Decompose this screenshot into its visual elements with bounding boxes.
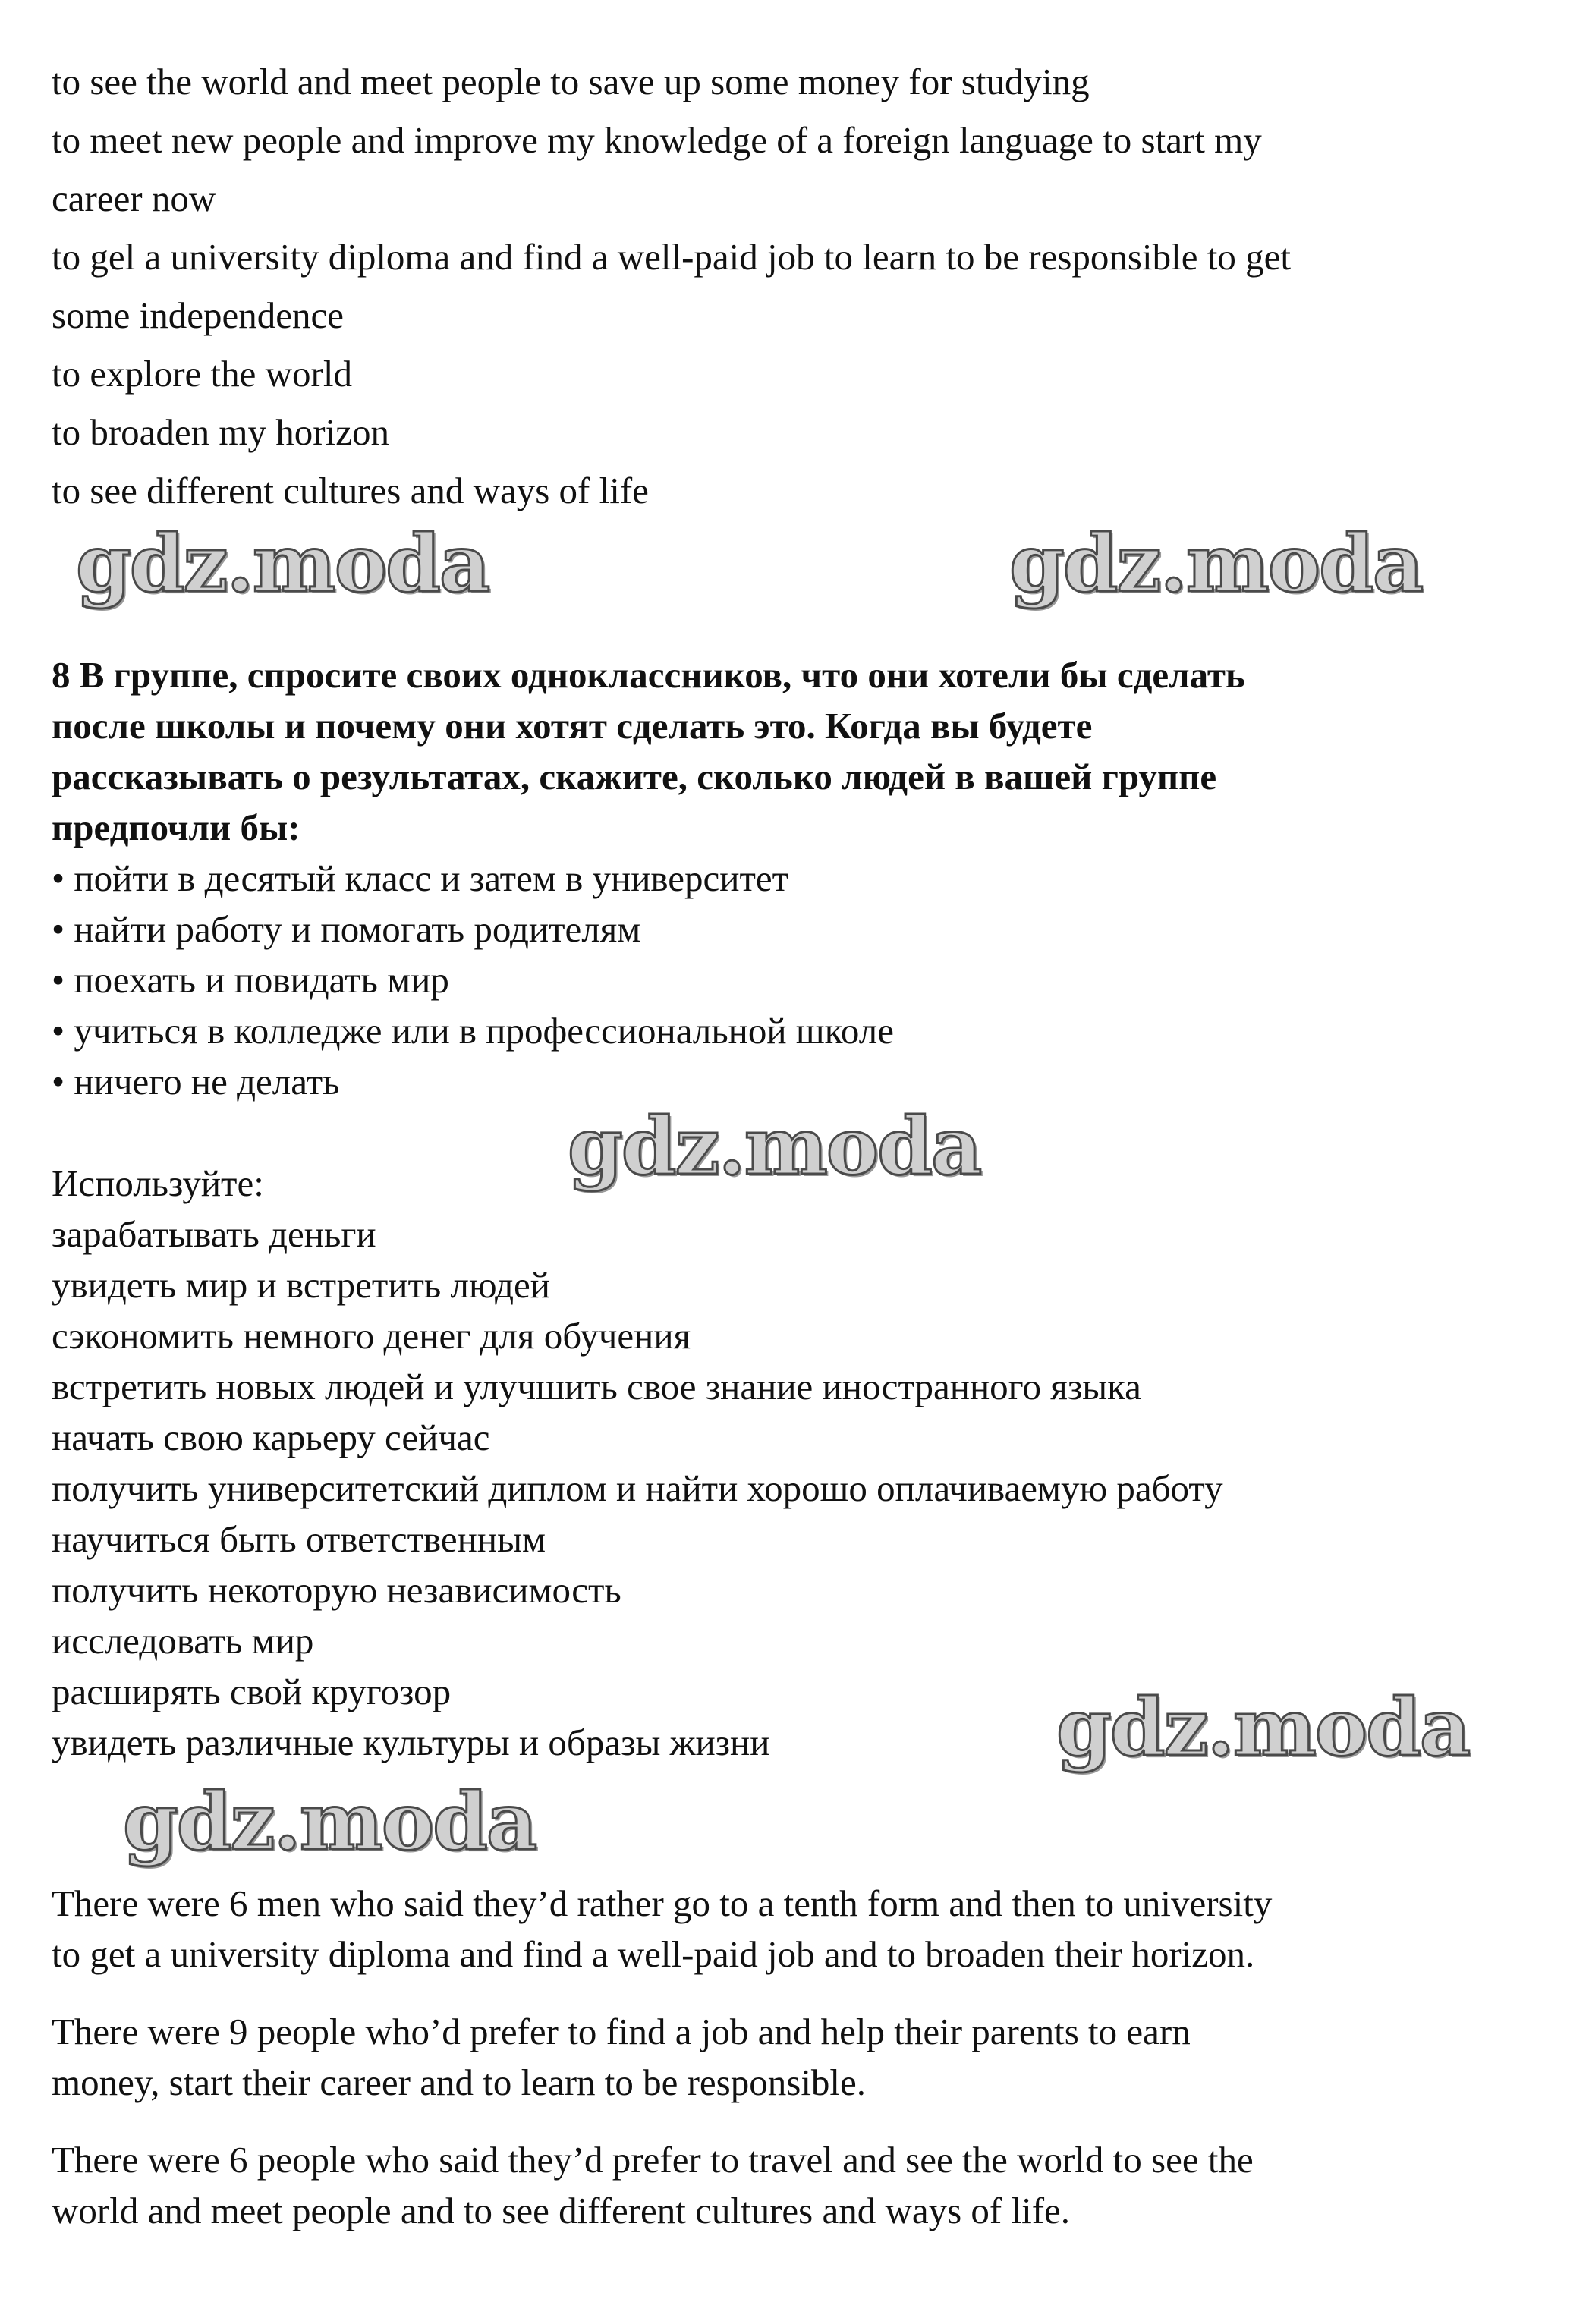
watermark: gdz.moda (1056, 1681, 1470, 1774)
use-item: научиться быть ответственным (52, 1518, 546, 1560)
answer-line: There were 6 people who said they’d prefer to travel and see the world to see the (52, 2139, 1254, 2181)
intro-line: to broaden my horizon (52, 411, 389, 453)
answer-line: to get a university diploma and find a well-paid job and to broaden their horizon. (52, 1933, 1255, 1975)
option-item: • поехать и повидать мир (52, 959, 449, 1001)
answer-line: world and meet people and to see different cultures and ways of life. (52, 2190, 1071, 2231)
intro-line: to meet new people and improve my knowledge of a foreign language to start my (52, 119, 1262, 161)
watermark: gdz.moda (123, 1775, 536, 1868)
watermark: gdz.moda (76, 517, 489, 610)
task-heading-line: рассказывать о результатах, скажите, сколько людей в вашей группе (52, 756, 1217, 797)
use-item: исследовать мир (52, 1620, 314, 1662)
option-item: • найти работу и помогать родителям (52, 908, 641, 950)
answer-line: There were 6 men who said they’d rather go to a tenth form and then to university (52, 1882, 1273, 1924)
intro-line: some independence (52, 294, 345, 336)
use-item: получить университетский диплом и найти хорошо оплачиваемую работу (52, 1467, 1223, 1509)
task-heading-line: предпочли бы: (52, 807, 300, 848)
use-item: начать свою карьеру сейчас (52, 1417, 490, 1458)
watermark: gdz.moda (1009, 517, 1423, 610)
use-item: увидеть различные культуры и образы жизни (52, 1722, 770, 1763)
intro-line: career now (52, 178, 216, 219)
option-item: • ничего не делать (52, 1061, 340, 1102)
intro-line: to see the world and meet people to save up some money for studying (52, 61, 1090, 102)
use-item: расширять свой кругозор (52, 1671, 452, 1712)
use-item: встретить новых людей и улучшить свое знание иностранного языка (52, 1366, 1141, 1407)
use-label: Используйте: (52, 1162, 264, 1204)
option-item: • учиться в колледже или в профессиональной школе (52, 1010, 894, 1052)
answer-line: There were 9 people who’d prefer to find a job and help their parents to earn (52, 2011, 1191, 2052)
task-heading-line: 8 В группе, спросите своих одноклассников, что они хотели бы сделать (52, 654, 1245, 696)
use-item: сэкономить немного денег для обучения (52, 1315, 691, 1357)
intro-line: to explore the world (52, 353, 352, 395)
answer-line: money, start their career and to learn to be responsible. (52, 2061, 867, 2103)
use-item: зарабатывать деньги (52, 1213, 376, 1255)
use-item: увидеть мир и встретить людей (52, 1264, 550, 1306)
use-item: получить некоторую независимость (52, 1569, 621, 1611)
task-heading-line: после школы и почему они хотят сделать это. Когда вы будете (52, 705, 1093, 747)
watermark: gdz.moda (568, 1099, 981, 1193)
intro-line: to gel a university diploma and find a well-paid job to learn to be responsible to get (52, 236, 1291, 278)
option-item: • пойти в десятый класс и затем в университет (52, 857, 789, 899)
intro-line: to see different cultures and ways of life (52, 470, 649, 511)
